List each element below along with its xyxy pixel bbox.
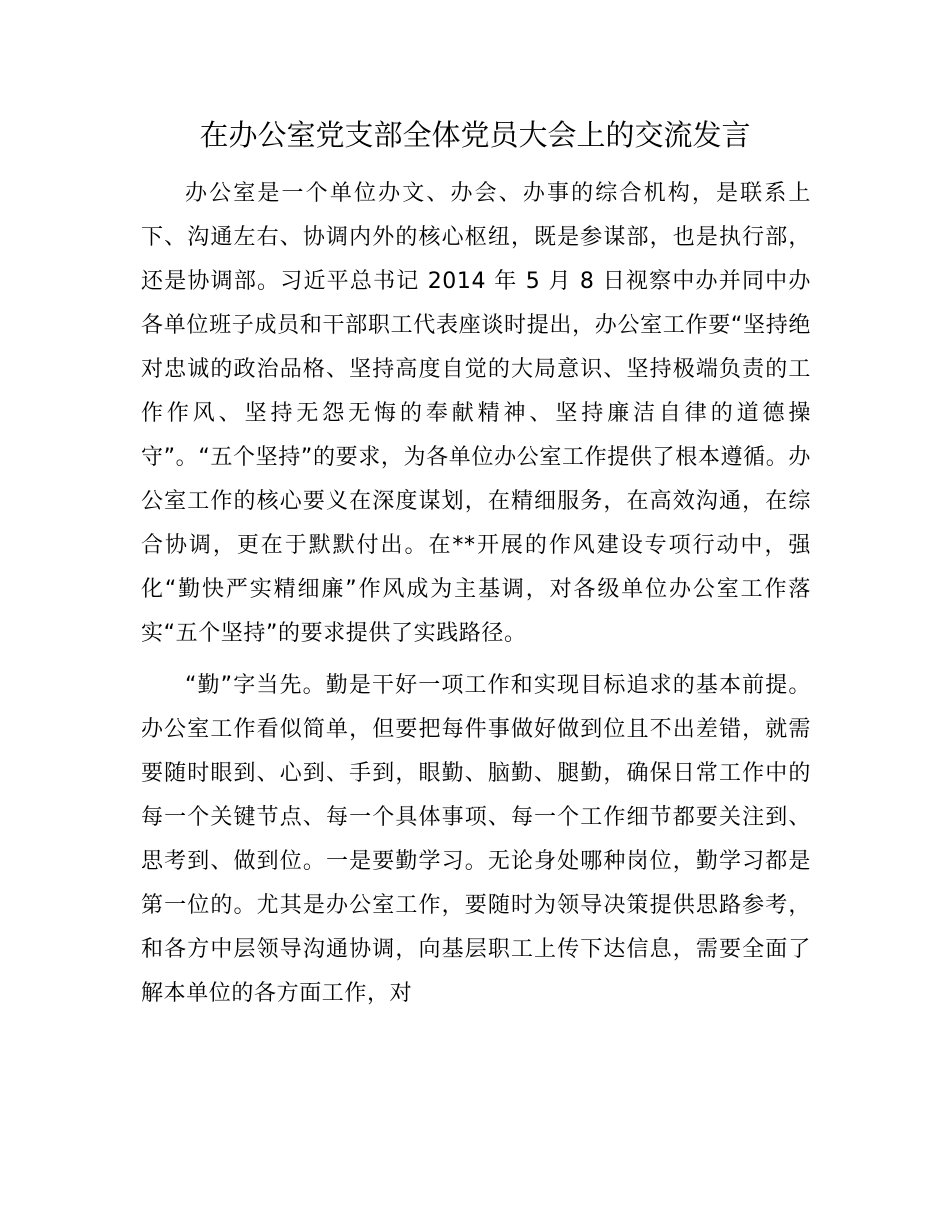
document-title: 在办公室党支部全体党员大会上的交流发言: [199, 118, 751, 152]
paragraph-intro: 办公室是一个单位办文、办会、办事的综合机构，是联系上下、沟通左右、协调内外的核心枢纽，既是参谋部，也是执行部，还是协调部。习近平总书记 2014 年 5 月 8 日视察中办并同中办各单位班子成员和干部职工代表座谈时提出，办公室工作要“坚持绝对忠诚的政治品格、坚持高度自觉的大局意识、坚持极端负责的工作作风、坚持无怨无悔的奉献精神、坚持廉洁自律的道德操守”。“五个坚持”的要求，为各单位办公室工作提供了根本遵循。办公室工作的核心要义在深度谋划，在精细服务，在高效沟通，在综合协调，更在于默默付出。在**开展的作风建设专项行动中，强化“勤快严实精细廉”作风成为主基调，对各级单位办公室工作落实“五个坚持”的要求提供了实践路径。: [141, 181, 811, 646]
document-body: [141, 172, 811, 1016]
paragraph-diligence: “勤”字当先。勤是干好一项工作和实现目标追求的基本前提。办公室工作看似简单，但要把每件事做好做到位且不出差错，就需要随时眼到、心到、手到，眼勤、脑勤、腿勤，确保日常工作中的每一个关键节点、每一个具体事项、每一个工作细节都要关注到、思考到、做到位。一是要勤学习。无论身处哪种岗位，勤学习都是第一位的。尤其是办公室工作，要随时为领导决策提供思路参考，和各方中层领导沟通协调，向基层职工上传下达信息，需要全面了解本单位的各方面工作，对: [141, 673, 811, 1006]
